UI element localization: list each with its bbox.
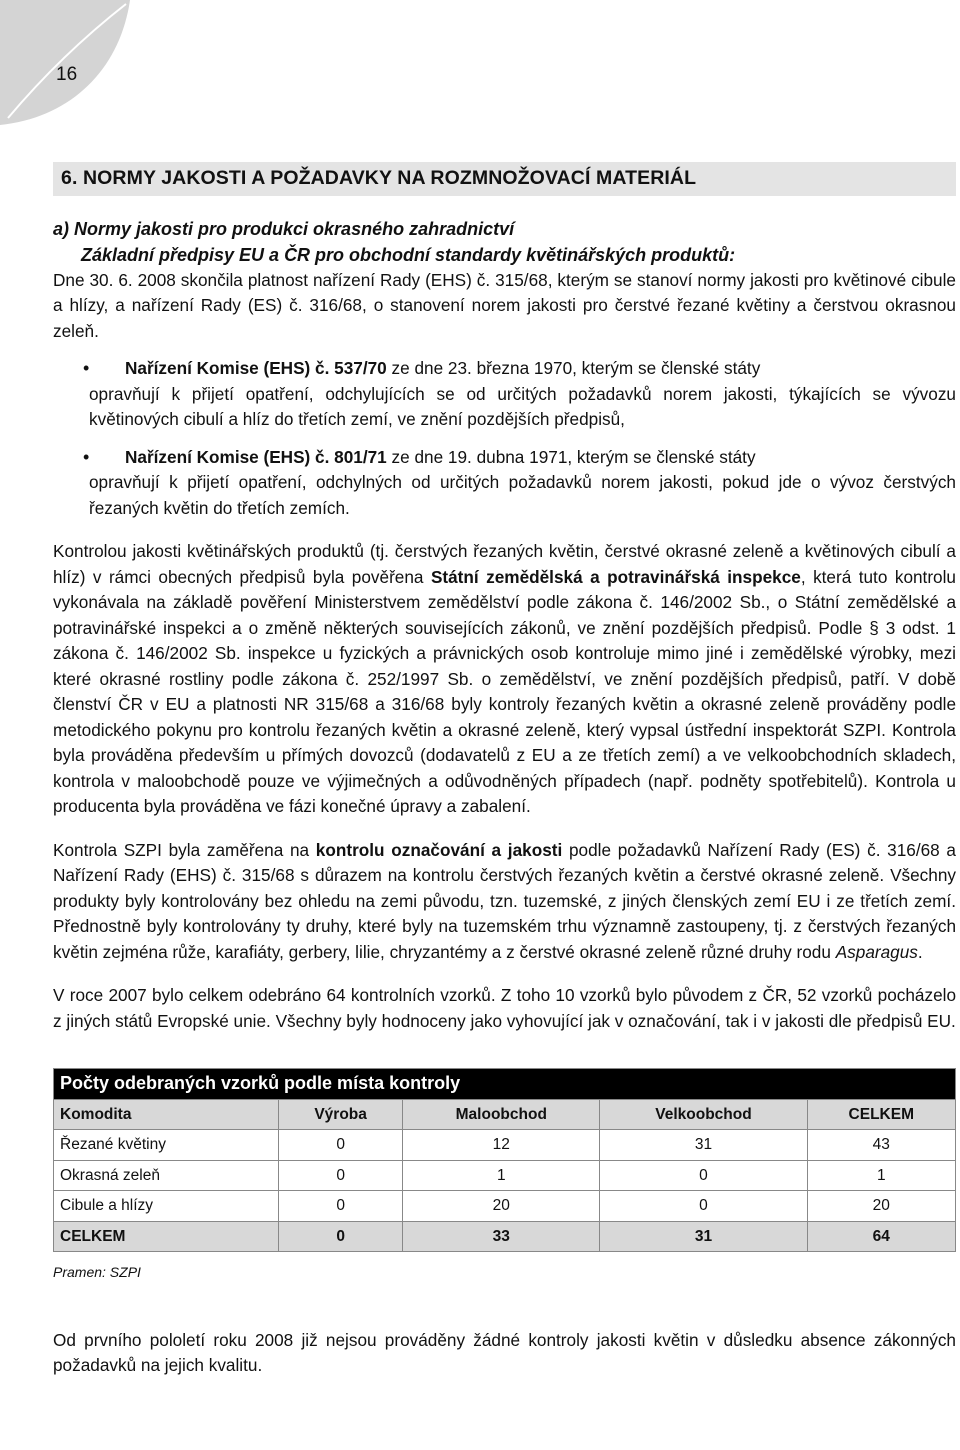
text-run: podle požadavků Nařízení Rady (ES) č. 316/68 a Nařízení Rady (EHS) č. 315/68 s důrazem na kontrolu čerstvých řezaných květin a čerstvé okrasné zeleně. Všechny produkty byly kontrolovány bez ohledu na zemi původu, tzn. tuzemské, z jiných členských zemí EU i ze třetích zemí. Přednostně byly kontrolovány ty druhy, které byly na tuzemském trhu významně zastoupeny, tj. z čerstvých řezaných květin zejména růže, karafiáty, gerbery, lilie, chryzantémy a z čerstvé okrasné zeleně různé druhy rodu [53,839,956,962]
column-header: Maloobchod [403,1099,600,1130]
text-run: . [917,941,923,962]
table-row [54,1160,956,1191]
table-cell: 20 [403,1191,600,1222]
regulation-name: Nařízení Komise (EHS) č. 801/71 [125,446,387,467]
list-item-continuation: opravňují k přijetí opatření, odchylných od určitých požadavků norem jakosti, pokud jde o vývoz čerstvých řezaných květin do třetích zemích. [89,472,956,518]
table-row [54,1191,956,1222]
table-cell: 31 [600,1221,807,1252]
paragraph-inspection [53,539,956,820]
table-row [54,1130,956,1161]
paragraph-samples-2007: V roce 2007 bylo celkem odebráno 64 kontrolních vzorků. Z toho 10 vzorků bylo původem z ČR, 52 vzorků pocházelo z jiných států Evropské unie. Všechny byly hodnoceny jako vyhovující jak v označování, tak i v jakosti dle předpisů EU. [53,985,956,1031]
page-content [53,162,956,1379]
paragraph-control-focus [53,838,956,966]
regulation-list [53,356,956,433]
column-header: CELKEM [807,1099,955,1130]
closing-paragraph: Od prvního pololetí roku 2008 již nejsou prováděny žádné kontroly jakosti květin v důsledku absence zákonných požadavků na jejich kvalitu. [53,1329,956,1375]
column-header: Výroba [279,1099,403,1130]
emphasis-run: kontrolu označování a jakosti [315,839,563,860]
table-cell: 0 [600,1191,807,1222]
page-number: 16 [56,64,78,85]
regulation-list [53,445,956,522]
table-total-row [54,1221,956,1252]
list-item [53,356,956,382]
section-a-title: a) Normy jakosti pro produkci okrasného zahradnictví [53,218,515,239]
table-cell: Cibule a hlízy [54,1191,279,1222]
column-header: Komodita [54,1099,279,1130]
table-cell: 33 [403,1221,600,1252]
table-cell: 1 [807,1160,955,1191]
table-header-row [54,1099,956,1130]
table-title: Počty odebraných vzorků podle místa kontroly [54,1069,956,1100]
table-cell: 20 [807,1191,955,1222]
table-cell: 31 [600,1130,807,1161]
regulation-date: ze dne 19. dubna 1971, kterým se členské státy [386,446,756,467]
regulation-name: Nařízení Komise (EHS) č. 537/70 [125,358,387,378]
table-cell: 43 [807,1130,955,1161]
table-cell: 0 [279,1191,403,1222]
list-item-continuation: opravňují k přijetí opatření, odchylujících se od určitých požadavků norem jakosti, týkajících se vývozu květinových cibulí a hlíz do třetích zemí, ve znění pozdějších předpisů, [89,383,956,429]
table-cell: 0 [279,1221,403,1252]
table-cell: 0 [279,1160,403,1191]
bullet-icon: • [83,358,90,378]
table-cell: 1 [403,1160,600,1191]
table-cell: 12 [403,1130,600,1161]
table-cell: 64 [807,1221,955,1252]
list-item [53,445,956,471]
column-header: Velkoobchod [600,1099,807,1130]
italic-run: Asparagus [835,941,918,962]
text-run: Kontrolou jakosti květinářských produktů (tj. čerstvých řezaných květin, čerstvé okrasné zeleně a květinových cibulí a hlíz) v rámci obecných předpisů byla pověřena [53,541,956,587]
table-cell: CELKEM [54,1221,279,1252]
table-cell: 0 [600,1160,807,1191]
table-source: Pramen: SZPI [53,1264,141,1280]
emphasis-run: Státní zemědělská a potravinářská inspekce [430,566,801,587]
samples-table [53,1068,956,1252]
table-cell: 0 [279,1130,403,1161]
section-a-subtitle: Základní předpisy EU a ČR pro obchodní standardy květinářských produktů: [81,244,736,265]
intro-paragraph: Dne 30. 6. 2008 skončila platnost nařízení Rady (EHS) č. 315/68, kterým se stanoví normy jakosti pro květinové cibule a hlízy, a nařízení Rady (ES) č. 316/68, o stanovení norem jakosti pro čerstvé řezané květiny a čerstvou okrasnou zeleň. [53,269,956,341]
bullet-icon: • [83,446,90,467]
chapter-heading: 6. NORMY JAKOSTI A POŽADAVKY NA ROZMNOŽOVACÍ MATERIÁL [53,162,956,196]
table-cell: Řezané květiny [54,1130,279,1161]
regulation-date: ze dne 23. března 1970, kterým se členské státy [386,358,761,378]
text-run: Kontrola SZPI byla zaměřena na [53,839,316,860]
text-run: , která tuto kontrolu vykonávala na základě pověření Ministerstvem zemědělství podle zákona č. 146/2002 Sb., o Státní zemědělské a potravinářské inspekci a o změně některých souvisejících zákonů, ve znění pozdějších předpisů. Podle § 3 odst. 1 zákona č. 146/2002 Sb. inspekce u fyzických a právnických osob kontroluje mimo jiné i zemědělské výrobky, mezi které okrasné rostliny podle zákona č. 252/1997 Sb. o zemědělství, ve znění pozdějších předpisů, patří. V době členství ČR v EU a platnosti NR 315/68 a 316/68 byly kontroly řezaných květin a okrasné zeleně prováděny podle metodického pokynu pro kontrolu řezaných květin a okrasné zeleně, který vypsal ústřední inspektorát SZPI. Kontrola byla prováděna především u přímých dovozců (dodavatelů z EU a ze třetích zemí) a ve velkoobchodních skladech, kontrola v maloobchodě pouze ve výjimečných a odůvodněných případech (např. podněty spotřebitelů). Kontrola u producenta byla prováděna ve fázi konečné úpravy a zabalení. [53,566,956,816]
table-cell: Okrasná zeleň [54,1160,279,1191]
